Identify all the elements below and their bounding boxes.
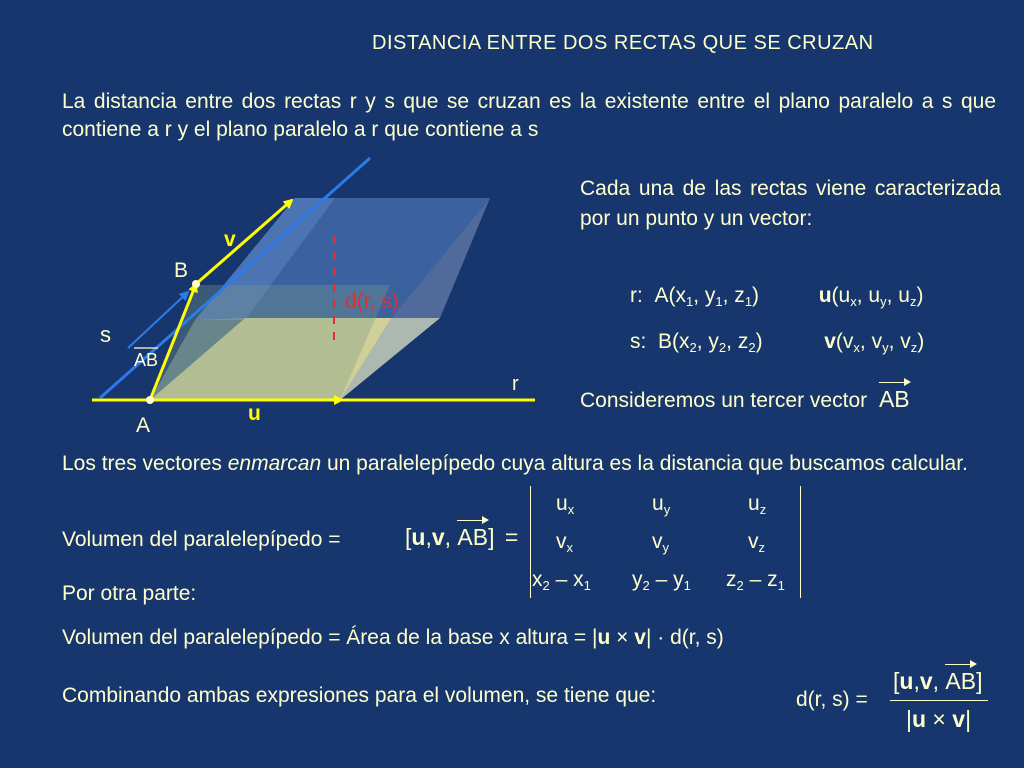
matrix-cell: $x_2 - x_1$ [532, 568, 591, 593]
point-a [146, 396, 154, 404]
other-hand-text: Por otra parte: [62, 582, 197, 605]
label-ab: AB [134, 350, 159, 370]
label-distance: d(r, s) [345, 290, 399, 313]
matrix-cell: $u_y$ [652, 492, 671, 517]
page-title: DISTANCIA ENTRE DOS RECTAS QUE SE CRUZAN [372, 32, 874, 54]
matrix-cell: $u_x$ [556, 492, 575, 517]
triple-product: [u,v, AB] = [405, 524, 519, 550]
volume-formula: Volumen del paralelepípedo = Área de la base x altura = |u × v| · d(r, s) [62, 626, 724, 649]
matrix-cell: $v_z$ [748, 530, 765, 555]
emphasis-enmarcan: enmarcan [227, 452, 322, 475]
result-numerator: [u,v, AB] [893, 668, 983, 694]
label-s: s [100, 322, 111, 347]
paragraph-vectors: Los tres vectores enmarcan un paralelepípedo cuya altura es la distancia que buscamos calcular. [62, 452, 968, 475]
label-a: A [136, 414, 151, 437]
matrix-left-bar [530, 486, 531, 598]
s-label: s: [630, 330, 647, 353]
matrix-right-bar [800, 486, 801, 598]
label-r: r [512, 373, 519, 395]
volume-label: Volumen del paralelepípedo = [62, 528, 341, 551]
side-description: Cada una de las rectas viene caracterizada por un punto y un vector: [580, 177, 1001, 230]
point-b [192, 280, 200, 288]
combining-text: Combinando ambas expresiones para el volumen, se tiene que: [62, 684, 657, 707]
third-vector-text: Consideremos un tercer vector AB [580, 386, 910, 412]
result-lhs: d(r, s) = [796, 688, 868, 711]
intro-paragraph: La distancia entre dos rectas r y s que se cruzan es la existente entre el plano paralelo a s que contiene a r y el plano paralelo a r que contiene a s [62, 90, 996, 141]
result-denominator: |u × v| [906, 706, 972, 732]
ab-vector-name: AB [878, 386, 910, 412]
line-s-definition: s: $B(x_2$, $y_2$, $z_2$) $v(v_x$, $v_y$, $v_z$) [630, 330, 925, 355]
matrix-cell: $u_z$ [748, 492, 767, 517]
r-label: r: [630, 284, 643, 307]
label-b: B [174, 259, 189, 282]
matrix-cell: $v_x$ [556, 530, 573, 555]
line-r-definition: r: $A(x_1$, $y_1$, $z_1$) $u(u_x$, $u_y$, $u_z$) [630, 284, 924, 309]
parallelepiped-diagram [0, 0, 580, 460]
fraction-bar [890, 700, 988, 701]
label-v: v [224, 228, 236, 251]
label-u: u [248, 402, 261, 425]
matrix-cell: $z_2 - z_1$ [726, 568, 785, 593]
matrix-cell: $y_2 - y_1$ [632, 568, 691, 593]
matrix-cell: $v_y$ [652, 530, 669, 555]
